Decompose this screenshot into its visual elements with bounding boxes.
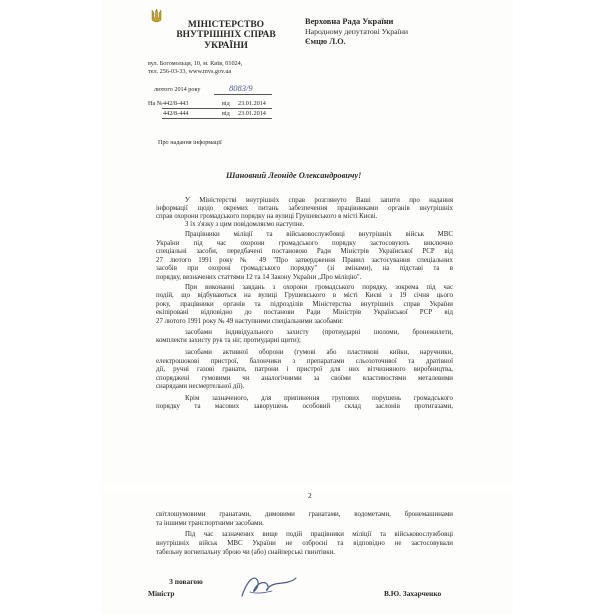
ref-date-1-label: від [222, 100, 230, 107]
outgoing-number-line [214, 94, 272, 95]
body-line-18: засобами активної оборони (гумові або пластикові кийки, наручники, [185, 349, 453, 356]
trident-emblem-icon [151, 9, 162, 25]
ref-date-1: 23.01.2014 [238, 100, 266, 107]
body-line-16: засобами індивідуального захисту (протиударні шоломи, бронежилети, [185, 329, 453, 336]
ref-number-1: 442/8-443 [163, 100, 189, 107]
ref-number-label: На № [148, 100, 163, 107]
body-line-14: екіпіровані відповідно до постанови Ради Міністрів Української РСР від [156, 309, 453, 316]
body-line-2: інформації щодо окремих питань забезпечення працівниками органів внутрішніх [156, 205, 453, 212]
date-prefix: лютого 2014 року [154, 86, 201, 93]
addressee-name: Ємцю Л.О. [305, 37, 346, 46]
ministry-name-line2: ВНУТРІШНІХ СПРАВ [176, 30, 276, 40]
closing-respect: З повагою [169, 577, 203, 586]
ref-date-2-label: від [222, 110, 230, 117]
signatory-title: Міністр [148, 589, 175, 598]
ref-line-2 [162, 118, 272, 119]
body-line-13: року, працівники органів та підрозділів Міністерства внутрішніх справ України [156, 301, 453, 308]
body-line-10: порядку, визначених статтями 12 та 14 Закону України „Про міліцію". [156, 274, 362, 281]
body-line-19: електрошокові пристрої, балончики з препаратами сльозоточивої та дратівної [156, 358, 453, 365]
addressee-position: Народному депутатові України [305, 27, 409, 36]
body-line-7: спеціальні засоби, передбачені постановою Ради Міністрів Української РСР від [156, 248, 453, 255]
ref-date-2: 23.01.2014 [238, 110, 266, 117]
body-line-1: У Міністерстві внутрішніх справ розглянуто Ваші запити про надання [185, 197, 453, 204]
outgoing-number: 8083/9 [229, 83, 253, 93]
body-line-22: снарядами несмертельної дії). [156, 383, 245, 390]
body-line-17: комплекти захисту рук та ніг, протиударні щити); [156, 337, 301, 344]
body-line-3: справ охорони громадського порядку на вулиці Грушевського в місті Києві. [156, 213, 378, 220]
body-line-8: 27 лютого 1991 року № 49 "Про затвердження Правил застосування спеціальних [156, 257, 453, 264]
page2-line-5: табельну вогнепальну зброю чи (або) снайперські гвинтівки. [156, 549, 335, 556]
letter-subject: Про надання інформації [158, 139, 222, 146]
page-break [101, 486, 513, 490]
body-line-20: дії, ручні газові гранати, патрони і пристрої для них вітчизняного виробництва, [156, 366, 453, 373]
body-line-5: Працівники міліції та військовослужбовці внутрішніх військ МВС [185, 231, 453, 238]
page-number: 2 [308, 491, 312, 500]
page2-line-1: світлошумовими гранатами, димовими гранатами, водометами, бронемашинами [156, 511, 453, 518]
body-line-15: 27 лютого 1991 року № 49 наступними спеціальними засобами: [156, 318, 344, 325]
ref-line-1 [162, 108, 272, 109]
page2-line-4: внутрішніх військ МВС України не озброєні та відповідно не застосовували [156, 540, 453, 547]
signatory-name: В.Ю. Захарченко [384, 589, 442, 598]
body-line-4: З їх з'язку з цим повідомляємо наступне. [185, 221, 305, 228]
body-line-21: споряджені гумовими чи аналогічними за своїми властивостями металевими [156, 375, 453, 382]
ministry-name-line1: МІНІСТЕРСТВО [187, 20, 265, 30]
page2-line-2: та іншими транспортними засобами. [156, 520, 264, 527]
body-line-6: України під час охорони громадського порядку застосовують виключно [156, 240, 453, 247]
addressee-organization: Верховна Рада України [305, 17, 394, 26]
body-line-11: При виконанні завдань з охорони громадського порядку, зокрема під час [185, 284, 453, 291]
ministry-phone: тел. 256-03-33, www.mvs.gov.ua [148, 68, 232, 75]
salutation: Шановний Леоніде Олександровичу! [226, 171, 362, 180]
body-line-12: подій, що відбуваються на вулиці Грушевського в місті Києві з 19 січня цього [156, 292, 453, 299]
body-line-23: Крім зазначеного, для припинення групових порушень громадського [185, 395, 453, 402]
ministry-address: вул. Богомольця, 10, м. Київ, 01024, [148, 60, 243, 67]
ministry-name-line3: УКРАЇНИ [204, 41, 248, 51]
body-line-9: засобів при охороні громадського порядку" (зі змінами), на підставі та в [156, 265, 453, 272]
body-line-24: порядку та масових заворушень особовий склад заслонів протигазами, [156, 403, 453, 410]
page2-line-3: Під час зазначених вище подій працівники міліції та військовослужбовці [185, 531, 453, 538]
ref-number-2: 442/8-444 [163, 110, 189, 117]
handwritten-signature [238, 572, 298, 600]
